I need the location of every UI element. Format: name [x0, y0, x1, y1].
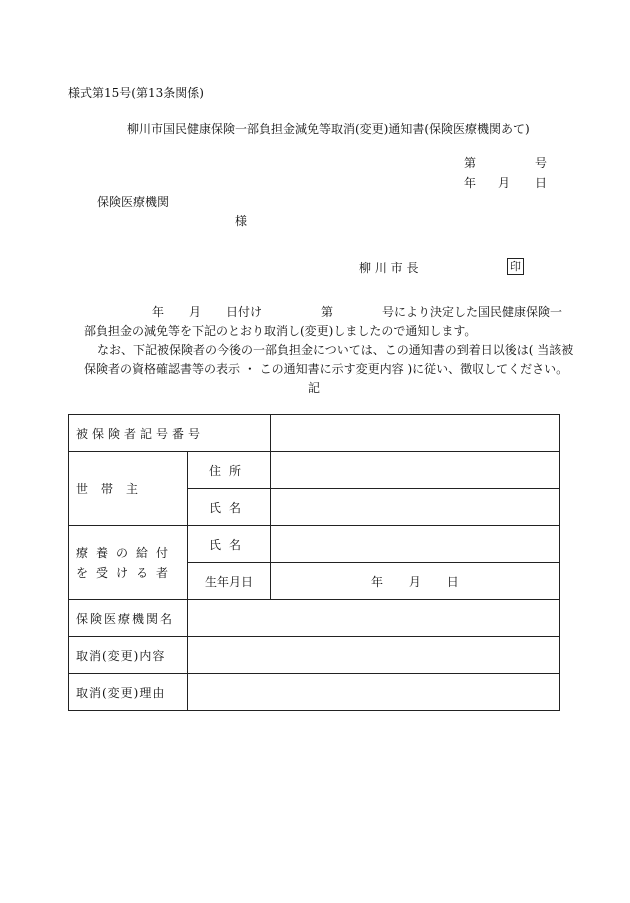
body-month: 月 — [189, 305, 202, 319]
insured-number-text: 被保険者記号番号 — [76, 426, 205, 441]
address-label — [188, 452, 271, 489]
body-line4: 保険者の資格確認書等の表示 ・ この通知書に示す変更内容 )に従い、徴収してください。 — [84, 362, 569, 376]
table-row — [69, 452, 560, 489]
care-recipient-line1: 療養の給付 — [76, 545, 177, 560]
body-year: 年 — [152, 305, 165, 319]
birthdate-label: 生年月日 — [188, 563, 271, 600]
doc-number-go: 号 — [535, 156, 548, 170]
body-line1-rest: 号により決定した国民健康保険一 — [382, 305, 563, 319]
recipient-org: 保険医療機関 — [97, 195, 170, 209]
issuer-name: 柳 川 市 長 — [359, 261, 419, 275]
cancel-reason-value — [188, 674, 560, 711]
ki-heading: 記 — [308, 381, 321, 395]
date-day: 日 — [535, 176, 548, 190]
details-table — [68, 414, 560, 711]
table-row — [69, 526, 560, 563]
body-line3: なお、下記被保険者の今後の一部負担金については、この通知書の到着日以後は( 当該被 — [97, 343, 574, 357]
body-dai: 第 — [321, 305, 334, 319]
care-recipient-label — [69, 526, 188, 600]
form-number: 様式第15号(第13条関係) — [68, 86, 204, 100]
address-value — [271, 452, 560, 489]
address-text: 住所 — [209, 463, 250, 478]
recipient-name-label — [188, 526, 271, 563]
body-line2: 部負担金の減免等を下記のとおり取消し(変更)しましたので通知します。 — [84, 324, 477, 338]
head-name-label — [188, 489, 271, 526]
table-row — [69, 637, 560, 674]
cancel-reason-label — [69, 674, 188, 711]
insured-number-label — [69, 415, 271, 452]
institution-name-label — [69, 600, 188, 637]
head-name-value — [271, 489, 560, 526]
birth-month: 月 — [408, 574, 421, 589]
household-head-label — [69, 452, 188, 526]
birthdate-value — [271, 563, 560, 600]
table-row — [69, 674, 560, 711]
head-name-text: 氏名 — [209, 500, 250, 515]
cancel-content-label — [69, 637, 188, 674]
cancel-reason-text: 取消(変更)理由 — [76, 685, 166, 700]
cancel-content-text: 取消(変更)内容 — [76, 648, 166, 663]
institution-name-text: 保険医療機関名 — [76, 611, 175, 626]
cancel-content-value — [188, 637, 560, 674]
date-year: 年 — [464, 176, 477, 190]
document-title: 柳川市国民健康保険一部負担金減免等取消(変更)通知書(保険医療機関あて) — [127, 122, 530, 136]
recipient-name-text: 氏名 — [209, 537, 250, 552]
recipient-name-value — [271, 526, 560, 563]
care-recipient-line2: を受ける者 — [76, 565, 177, 580]
birth-year: 年 — [371, 574, 384, 589]
institution-name-value — [188, 600, 560, 637]
body-dated: 日付け — [226, 305, 263, 319]
seal-mark: 印 — [507, 258, 524, 275]
table-row — [69, 415, 560, 452]
doc-number-dai: 第 — [464, 156, 477, 170]
table-row — [69, 600, 560, 637]
household-head-text: 世帯主 — [76, 482, 152, 496]
recipient-honorific: 様 — [235, 214, 248, 228]
insured-number-value — [271, 415, 560, 452]
date-month: 月 — [498, 176, 511, 190]
birth-day: 日 — [446, 574, 459, 589]
